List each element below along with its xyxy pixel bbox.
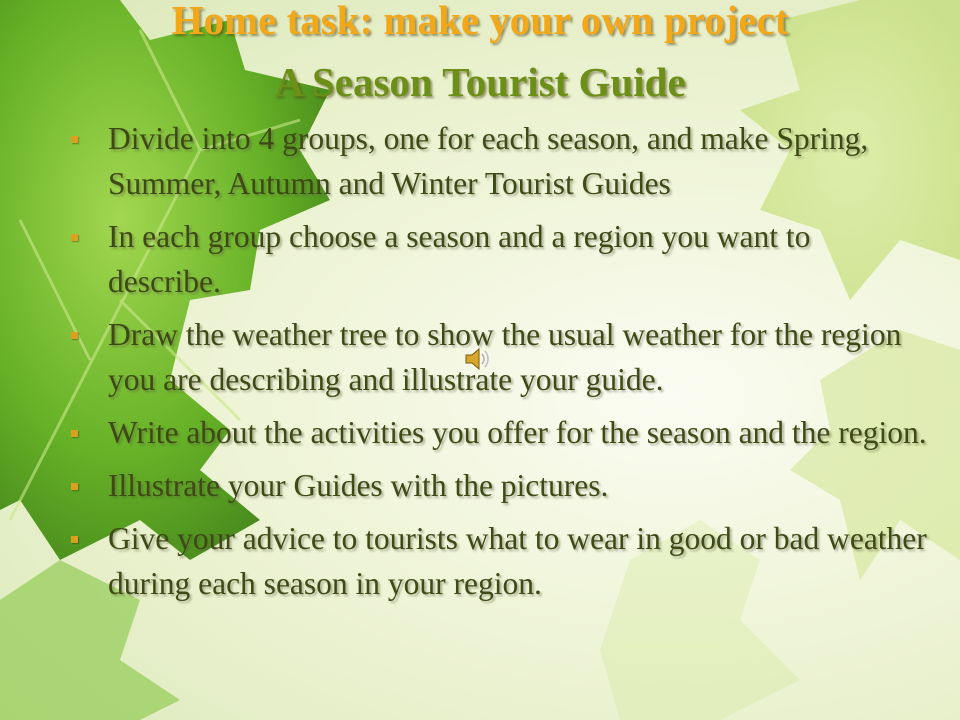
bullet-square-icon [71, 430, 78, 437]
bullet-text: Write about the activities you offer for the season and the region. [108, 415, 927, 450]
bullet-text: Illustrate your Guides with the pictures. [108, 468, 609, 503]
title-line-2: A Season Tourist Guide [274, 59, 686, 105]
bullet-text: In each group choose a season and a region you want to describe. [108, 219, 811, 299]
bullet-item-6 [68, 516, 928, 606]
bullet-item-1 [68, 116, 928, 206]
title-line-1: Home task: make your own project [171, 0, 789, 43]
speaker-icon[interactable] [462, 344, 492, 374]
bullet-square-icon [71, 483, 78, 490]
bullet-item-2 [68, 214, 928, 304]
bullet-item-4 [68, 410, 928, 455]
bullet-item-3 [68, 312, 928, 402]
bullet-square-icon [71, 136, 78, 143]
bullet-square-icon [71, 536, 78, 543]
bullet-text: Divide into 4 groups, one for each season, and make Spring, Summer, Autumn and Winter Tourist Guides [108, 121, 869, 201]
bullet-list [68, 116, 928, 614]
bullet-text: Give your advice to tourists what to wear in good or bad weather during each season in your region. [108, 521, 927, 601]
bullet-square-icon [71, 234, 78, 241]
bullet-square-icon [71, 332, 78, 339]
bullet-item-5 [68, 463, 928, 508]
bullet-text: Draw the weather tree to show the usual weather for the region you are describing and illustrate your guide. [108, 317, 902, 397]
